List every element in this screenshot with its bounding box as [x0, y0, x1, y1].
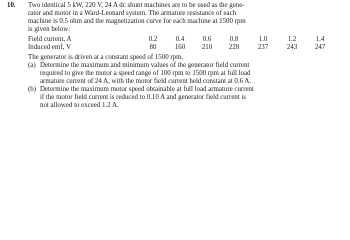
table-cell: 210 — [201, 44, 213, 51]
problem-number: 10. — [7, 2, 16, 9]
part-a-line: required to give the motor a speed range of 100 rpm to 1500 rpm at full load — [40, 70, 251, 77]
part-b-label: (b) — [28, 86, 37, 93]
part-a-line: Determine the maximum and minimum values of the generator field current — [40, 62, 250, 69]
table-cell: 243 — [286, 44, 298, 51]
part-b-line: not allowed to exceed 1.2 A. — [40, 102, 119, 109]
part-a-label: (a) — [28, 62, 36, 69]
table-cell: 1.4 — [315, 36, 325, 43]
table-cell: 247 — [314, 44, 326, 51]
part-a-line: armature current of 24 A, with the motor field current held constant at 0.6 A. — [40, 78, 252, 85]
problem-text-line: rator and motor in a Ward-Leonard system. The armature resistance of each — [28, 10, 237, 17]
problem-text-line: Two identical 5 kW, 220 V, 24 A dc shunt machines are to be used as the gene- — [28, 2, 245, 9]
table-row-label-field-current: Field current, A — [28, 36, 72, 43]
table-cell: 80 — [149, 44, 157, 51]
part-b-line: Determine the maximum motor speed obtainable at full load armature current — [40, 86, 254, 93]
table-cell: 0.4 — [175, 36, 185, 43]
problem-text-line: machine is 0.5 ohm and the magnetization curve for each machine at 1500 rpm — [28, 18, 246, 25]
table-cell: 0.2 — [148, 36, 158, 43]
table-row-label-induced-emf: Induced emf, V — [28, 44, 71, 51]
table-cell: 237 — [257, 44, 269, 51]
problem-text-line: is given below: — [28, 26, 71, 33]
problem-text-line: The generator is driven at a constant speed of 1500 rpm. — [28, 54, 184, 61]
problem-10 — [0, 0, 350, 109]
table-cell: 0.6 — [202, 36, 212, 43]
part-b-line: if the motor field current is reduced to 0.10 A and generator field current is — [40, 94, 247, 101]
table-cell: 1.0 — [258, 36, 268, 43]
table-cell: 160 — [174, 44, 186, 51]
table-cell: 228 — [228, 44, 240, 51]
table-cell: 0.8 — [229, 36, 239, 43]
table-cell: 1.2 — [287, 36, 297, 43]
